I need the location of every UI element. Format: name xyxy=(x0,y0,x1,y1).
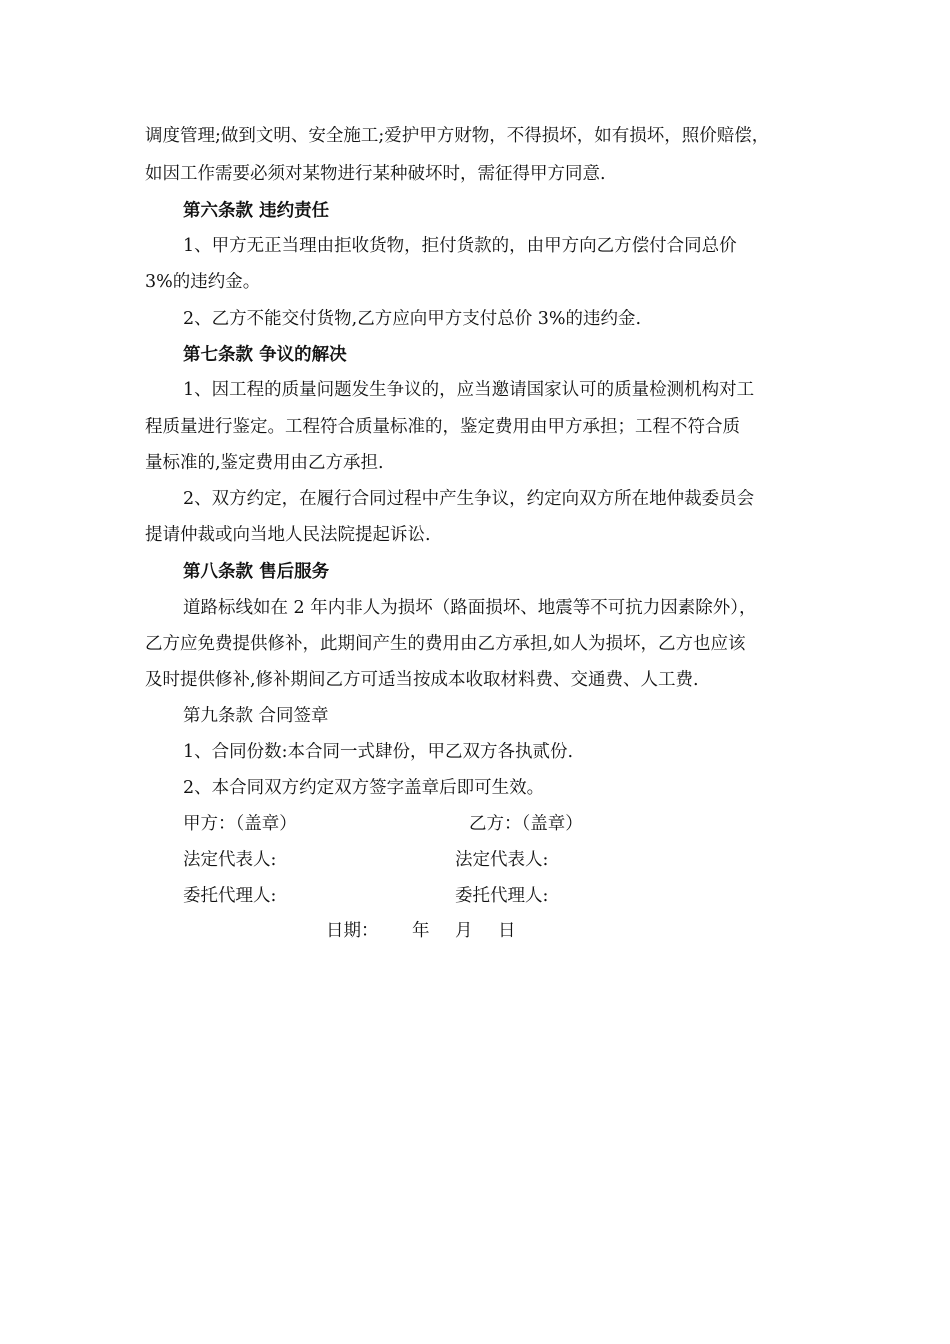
party-a-label: 甲方：（盖章） xyxy=(183,814,297,834)
paragraph-line: 调度管理;做到文明、安全施工;爱护甲方财物，不得损坏，如有损坏，照价赔偿， xyxy=(145,126,770,146)
paragraph-line: 1、合同份数:本合同一式肆份，甲乙双方各执贰份. xyxy=(183,742,574,762)
date-year-label: 年 xyxy=(412,921,430,941)
paragraph-line: 提请仲裁或向当地人民法院提起诉讼. xyxy=(145,525,431,545)
paragraph-line: 1、甲方无正当理由拒收货物，拒付货款的，由甲方向乙方偿付合同总价 xyxy=(183,236,737,256)
paragraph-line: 如因工作需要必须对某物进行某种破坏时，需征得甲方同意. xyxy=(145,164,606,184)
section-heading-9: 第九条款 合同签章 xyxy=(183,706,329,726)
paragraph-line: 乙方应免费提供修补，此期间产生的费用由乙方承担,如人为损坏，乙方也应该 xyxy=(145,634,746,654)
party-a-representative-label: 法定代表人: xyxy=(183,850,277,870)
date-label: 日期： xyxy=(326,921,379,941)
paragraph-line: 道路标线如在 2 年内非人为损坏（路面损坏、地震等不可抗力因素除外）， xyxy=(183,598,757,618)
paragraph-line: 程质量进行鉴定。工程符合质量标准的，鉴定费用由甲方承担；工程不符合质 xyxy=(145,417,740,437)
paragraph-line: 2、本合同双方约定双方签字盖章后即可生效。 xyxy=(183,778,545,798)
paragraph-line: 1、因工程的质量问题发生争议的，应当邀请国家认可的质量检测机构对工 xyxy=(183,380,755,400)
section-heading-6: 第六条款 违约责任 xyxy=(183,201,330,221)
date-month-label: 月 xyxy=(455,921,473,941)
section-heading-7: 第七条款 争议的解决 xyxy=(183,345,347,365)
date-day-label: 日 xyxy=(498,921,516,941)
section-heading-8: 第八条款 售后服务 xyxy=(183,562,330,582)
party-b-label: 乙方：（盖章） xyxy=(469,814,583,834)
party-a-agent-label: 委托代理人: xyxy=(183,886,277,906)
paragraph-line: 3%的违约金。 xyxy=(145,272,261,292)
party-b-agent-label: 委托代理人: xyxy=(455,886,549,906)
party-b-representative-label: 法定代表人: xyxy=(455,850,549,870)
paragraph-line: 量标准的,鉴定费用由乙方承担. xyxy=(145,453,384,473)
paragraph-line: 2、乙方不能交付货物,乙方应向甲方支付总价 3%的违约金. xyxy=(183,309,642,329)
paragraph-line: 2、双方约定，在履行合同过程中产生争议，约定向双方所在地仲裁委员会 xyxy=(183,489,755,509)
paragraph-line: 及时提供修补,修补期间乙方可适当按成本收取材料费、交通费、人工费. xyxy=(145,670,699,690)
